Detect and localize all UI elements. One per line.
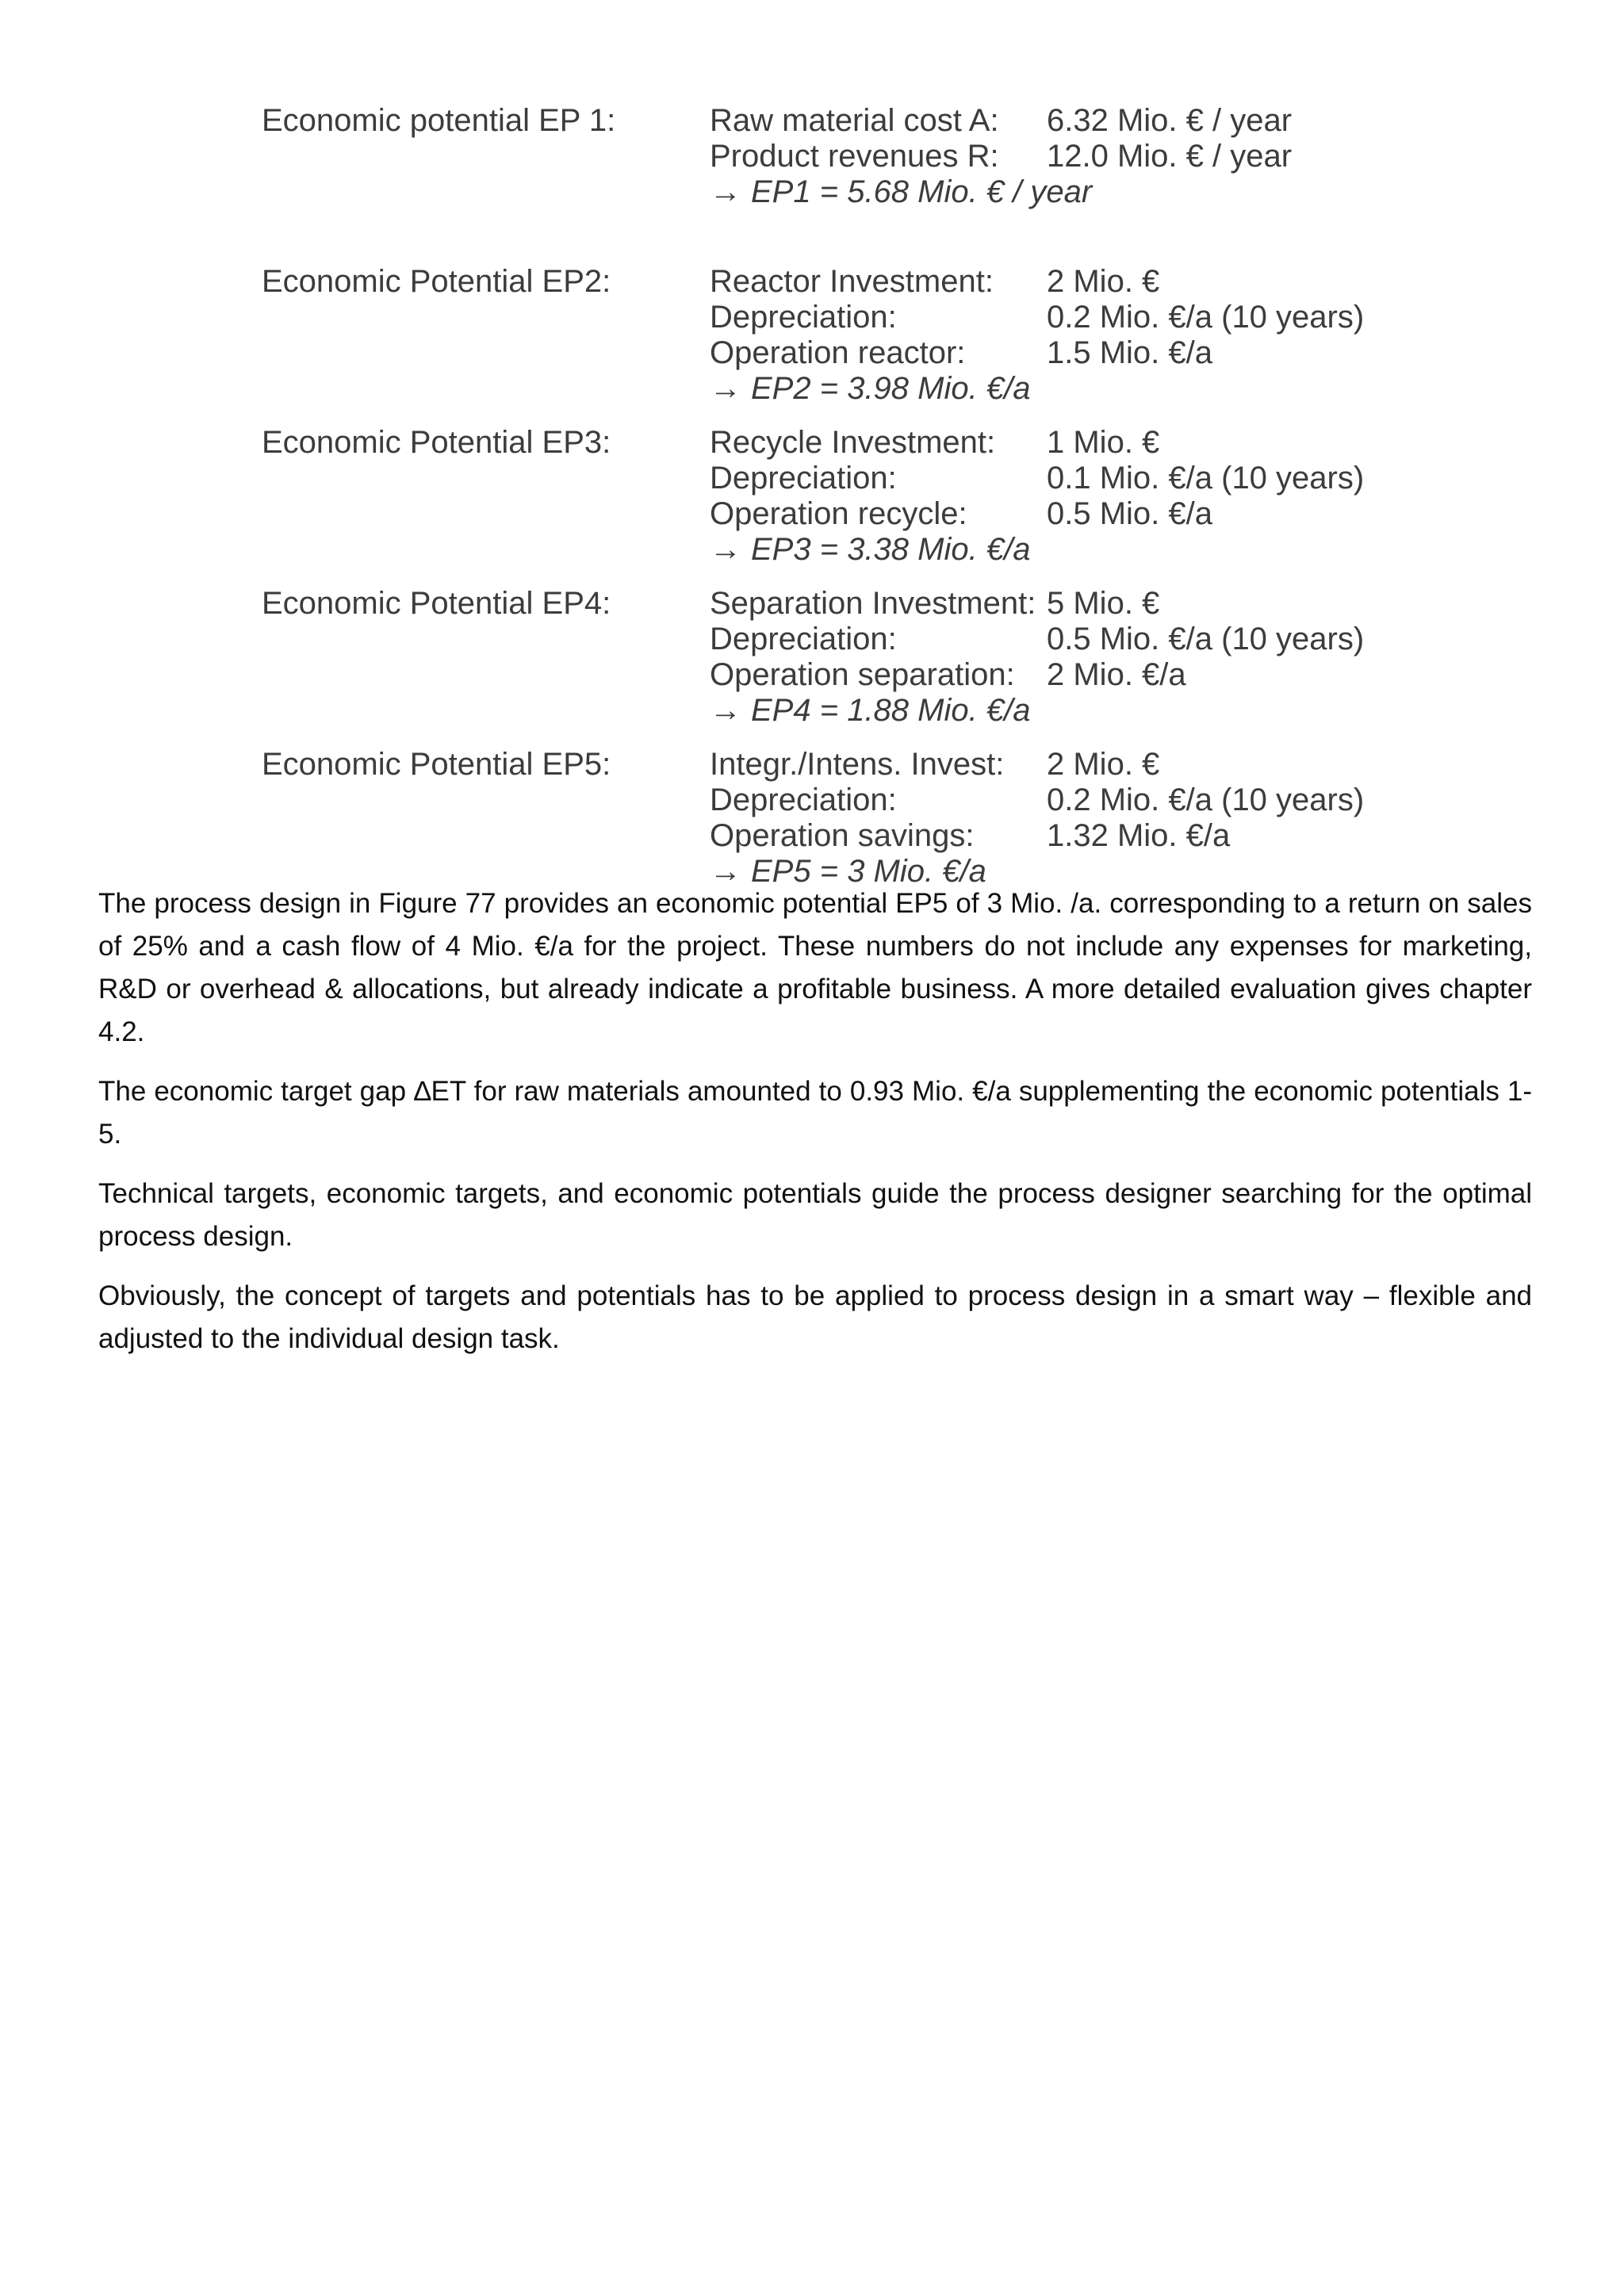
ep-group-4 <box>262 586 1388 747</box>
paragraph: The process design in Figure 77 provides an economic potential EP5 of 3 Mio. /a. corresponding to a return on sales of 25% and a cash flow of 4 Mio. €/a for the project. These numbers do not include any expenses for marketing, R&D or overhead & allocations, but already indicate a profitable business. A more detailed evaluation gives chapter 4.2. <box>98 888 1532 1047</box>
ep-title: Economic potential EP 1: <box>262 103 616 138</box>
ep-row <box>710 496 1212 532</box>
ep-title: Economic Potential EP5: <box>262 747 611 782</box>
paragraph: Obviously, the concept of targets and potentials has to be applied to process design in a smart way – flexible and adjusted to the individual design task. <box>98 1280 1532 1354</box>
ep-row <box>710 747 1159 783</box>
economic-potential-figure <box>262 103 1388 908</box>
ep-row-label: Recycle Investment: <box>710 425 996 460</box>
ep-group-2 <box>262 264 1388 425</box>
ep-row <box>710 657 1186 693</box>
ep-row-label: Operation recycle: <box>710 496 967 531</box>
ep-row-label: Product revenues R: <box>710 139 999 174</box>
ep-row <box>710 335 1212 371</box>
arrow-right-icon: → <box>710 532 741 567</box>
ep-row-label: Depreciation: <box>710 622 897 656</box>
ep-row-value: 0.2 Mio. €/a (10 years) <box>1047 783 1365 817</box>
ep-row-label: Operation separation: <box>710 657 1015 692</box>
ep-result-text: EP1 = 5.68 Mio. € / year <box>751 174 1093 209</box>
ep-group-1 <box>262 103 1388 264</box>
ep-row <box>710 264 1159 300</box>
ep-result <box>710 693 1030 729</box>
ep-title: Economic Potential EP4: <box>262 586 611 621</box>
ep-row <box>710 425 1159 461</box>
ep-row-value: 1.32 Mio. €/a <box>1047 818 1231 853</box>
ep-row-value: 0.1 Mio. €/a (10 years) <box>1047 461 1365 496</box>
ep-row <box>710 818 1230 854</box>
ep-row-value: 6.32 Mio. € / year <box>1047 103 1293 138</box>
ep-result-text: EP3 = 3.38 Mio. €/a <box>751 532 1031 567</box>
ep-result <box>710 174 1092 210</box>
ep-row <box>710 300 1364 335</box>
body-text <box>98 882 1532 1377</box>
ep-row-value: 5 Mio. € <box>1047 586 1160 621</box>
ep-row-value: 0.5 Mio. €/a <box>1047 496 1213 531</box>
arrow-right-icon: → <box>710 693 741 728</box>
paragraph: Technical targets, economic targets, and economic potentials guide the process designer searching for the optimal process design. <box>98 1178 1532 1252</box>
paragraph: The economic target gap ∆ET for raw materials amounted to 0.93 Mio. €/a supplementing the economic potentials 1-5. <box>98 1076 1532 1150</box>
ep-row-value: 1 Mio. € <box>1047 425 1160 460</box>
ep-row-label: Depreciation: <box>710 300 897 335</box>
ep-row <box>710 461 1364 496</box>
ep-result <box>710 371 1030 407</box>
ep-row-value: 2 Mio. € <box>1047 747 1160 782</box>
ep-row-value: 2 Mio. € <box>1047 264 1160 299</box>
ep-result-text: EP4 = 1.88 Mio. €/a <box>751 693 1031 728</box>
ep-row-label: Integr./Intens. Invest: <box>710 747 1005 782</box>
ep-row <box>710 139 1292 174</box>
ep-group-3 <box>262 425 1388 586</box>
ep-row-value: 0.5 Mio. €/a (10 years) <box>1047 622 1365 656</box>
ep-title: Economic Potential EP3: <box>262 425 611 460</box>
arrow-right-icon: → <box>710 854 741 889</box>
ep-row-value: 1.5 Mio. €/a <box>1047 335 1213 370</box>
ep-title: Economic Potential EP2: <box>262 264 611 299</box>
arrow-right-icon: → <box>710 371 741 406</box>
ep-row-label: Reactor Investment: <box>710 264 994 299</box>
ep-row <box>710 586 1159 622</box>
ep-row-label: Separation Investment: <box>710 586 1036 621</box>
ep-row-label: Depreciation: <box>710 461 897 496</box>
ep-row <box>710 622 1364 657</box>
ep-row <box>710 103 1292 139</box>
ep-row-value: 2 Mio. €/a <box>1047 657 1186 692</box>
ep-row-value: 12.0 Mio. € / year <box>1047 139 1293 174</box>
arrow-right-icon: → <box>710 174 741 209</box>
ep-result <box>710 532 1030 568</box>
ep-result-text: EP2 = 3.98 Mio. €/a <box>751 371 1031 406</box>
ep-row-label: Depreciation: <box>710 783 897 817</box>
ep-row-value: 0.2 Mio. €/a (10 years) <box>1047 300 1365 335</box>
ep-row-label: Operation savings: <box>710 818 975 853</box>
ep-row <box>710 783 1364 818</box>
ep-row-label: Raw material cost A: <box>710 103 999 138</box>
ep-row-label: Operation reactor: <box>710 335 966 370</box>
ep-result-text: EP5 = 3 Mio. €/a <box>751 854 986 889</box>
